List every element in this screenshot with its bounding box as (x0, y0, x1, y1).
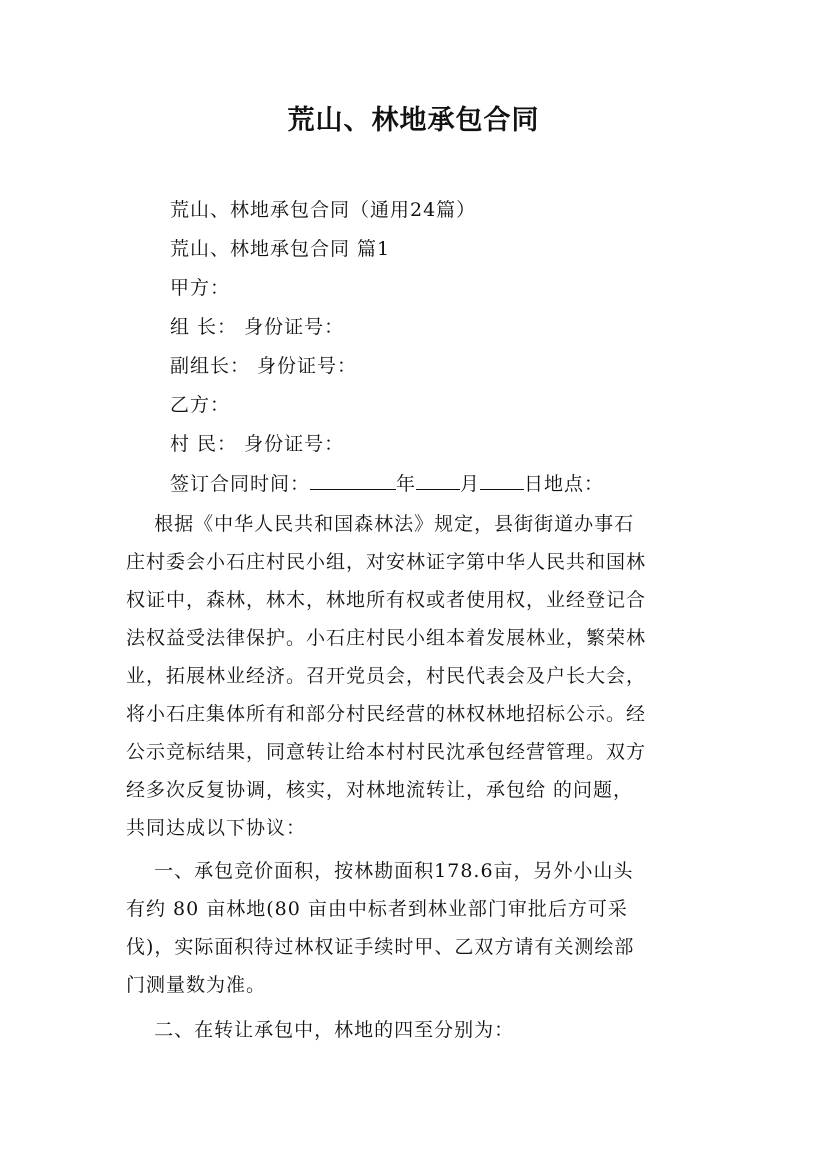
sign-date-label: 签订合同时间： (170, 473, 311, 495)
section-heading: 荒山、林地承包合同 篇1 (170, 238, 391, 260)
paragraph-area (126, 852, 704, 1004)
party-a-label: 甲方： (170, 277, 231, 299)
party-b-label: 乙方： (170, 394, 231, 416)
paragraph-line: 权证中，森林，林木，林地所有权或者使用权，业经登记合 (126, 589, 647, 611)
month-blank (416, 469, 460, 490)
paragraph-line: 经多次反复协调，核实，对林地流转让，承包给 的问题， (126, 779, 634, 801)
deputy-leader-line: 副组长： 身份证号： (170, 355, 358, 377)
year-blank (310, 469, 396, 490)
paragraph-line: 有约 80 亩林地(80 亩由中标者到林业部门审批后方可采 (126, 898, 628, 920)
paragraph-line: 根据《中华人民共和国森林法》规定，县街街道办事石 (126, 513, 635, 535)
sign-date-line (170, 469, 604, 498)
month-label: 月 (460, 473, 481, 495)
paragraph-line: 公示竞标结果，同意转让给本村村民沈承包经营管理。双方 (126, 741, 647, 763)
day-place-label: 日地点： (524, 473, 605, 495)
paragraph-intro (126, 505, 704, 847)
paragraph-line: 共同达成以下协议： (126, 817, 307, 839)
paragraph-line: 法权益受法律保护。小石庄村民小组本着发展林业，繁荣林 (126, 627, 647, 649)
paragraph-line: 门测量数为准。 (126, 974, 267, 996)
paragraph-line: 一、承包竞价面积，按林勘面积178.6亩，另外小山头 (126, 860, 634, 882)
paragraph-line: 伐)，实际面积待过林权证手续时甲、乙双方请有关测绘部 (126, 936, 635, 958)
paragraph-boundaries (126, 1011, 704, 1049)
paragraph-line: 业，拓展林业经济。召开党员会，村民代表会及户长大会， (126, 665, 647, 687)
day-blank (480, 469, 524, 490)
villager-line: 村 民： 身份证号： (170, 433, 345, 455)
paragraph-line: 庄村委会小石庄村民小组，对安林证字第中华人民共和国林 (126, 551, 647, 573)
paragraph-line: 二、在转让承包中，林地的四至分别为： (126, 1019, 515, 1041)
page-title: 荒山、林地承包合同 (287, 105, 540, 136)
paragraph-line: 将小石庄集体所有和部分村民经营的林权林地招标公示。经 (126, 703, 647, 725)
group-leader-line: 组 长： 身份证号： (170, 316, 345, 338)
heading-line: 荒山、林地承包合同（通用24篇） (170, 199, 477, 221)
year-label: 年 (396, 473, 417, 495)
